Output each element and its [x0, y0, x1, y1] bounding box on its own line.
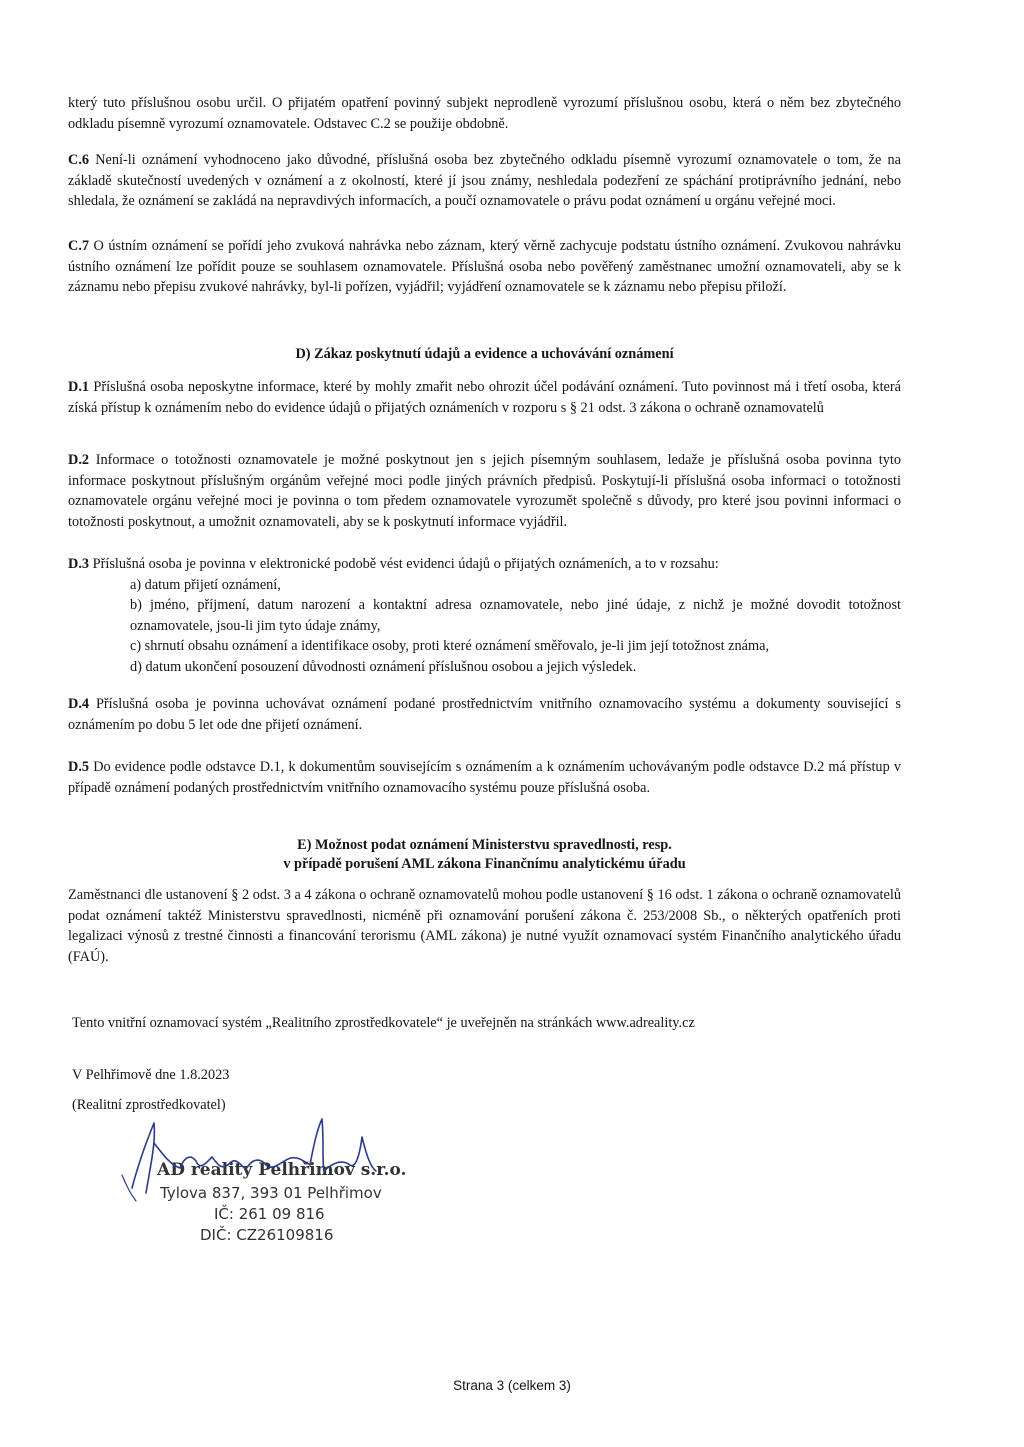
page-footer: Strana 3 (celkem 3)	[453, 1378, 571, 1393]
section-heading-e-line1: E) Možnost podat oznámení Ministerstvu spravedlnosti, resp.	[297, 837, 672, 853]
stamp-address: Tylova 837, 393 01 Pelhřimov	[160, 1184, 382, 1202]
paragraph-c7	[68, 236, 901, 298]
paragraph-d3	[68, 554, 901, 677]
list-item: b) jméno, příjmení, datum narození a kontaktní adresa oznamovatele, nebo jiné údaje, z nichž je možné dovodit totožnost oznamovatele, jsou-li jim tyto údaje známy,	[130, 597, 901, 634]
place-date: V Pelhřimově dne 1.8.2023	[72, 1067, 230, 1083]
paragraph-text: Do evidence podle odstavce D.1, k dokumentům souvisejícím s oznámením a k oznámením uchovávaným podle odstavce D.2 má přístup v případě oznámení podaných prostřednictvím vnitřního oznamovacího systému pouze příslušná osoba.	[68, 759, 901, 796]
paragraph-text: Není-li oznámení vyhodnoceno jako důvodné, příslušná osoba bez zbytečného odkladu písemně vyrozumí oznamovatele o tom, že na základě skutečností uvedených v oznámení a z okolností, které jí jsou známy, neshledala podezření ze spáchání protiprávního jednání, nebo shledala, že oznámení se zakládá na nepravdivých informacích, a poučí oznamovatele o právu podat oznámení u orgánu veřejné moci.	[68, 152, 901, 209]
section-heading-d: D) Zákaz poskytnutí údajů a evidence a uchovávání oznámení	[295, 346, 674, 362]
signatory-role: (Realitní zprostředkovatel)	[72, 1097, 226, 1113]
paragraph-text: Příslušná osoba neposkytne informace, které by mohly zmařit nebo ohrozit účel podávání oznámení. Tuto povinnost má i třetí osoba, která získá přístup k oznámením nebo do evidence údajů o přijatých oznámeních v rozporu s § 21 odst. 3 zákona o ochraně oznamovatelů	[68, 379, 901, 416]
record-items-list	[68, 575, 901, 678]
paragraph-number: D.1	[68, 379, 90, 395]
paragraph-d2	[68, 450, 901, 532]
paragraph-d5	[68, 757, 901, 798]
section-heading-e	[68, 836, 901, 874]
list-item: c) shrnutí obsahu oznámení a identifikace osoby, proti které oznámení směřovalo, je-li jim její totožnost známa,	[130, 638, 770, 654]
section-heading-e-line2: v případě porušení AML zákona Finančnímu analytickému úřadu	[283, 856, 686, 872]
paragraph-d1	[68, 377, 901, 418]
paragraph-number: D.4	[68, 696, 90, 712]
handwritten-signature	[110, 1113, 410, 1213]
paragraph-e: Zaměstnanci dle ustanovení § 2 odst. 3 a 4 zákona o ochraně oznamovatelů mohou podle ustanovení § 16 odst. 1 zákona o ochraně oznamovatelů podat oznámení taktéž Ministerstvu spravedlnosti, nicméně při oznamování porušení zákona č. 253/2008 Sb., o některých opatřeních proti legalizaci výnosů z trestné činnosti a financování terorismu (AML zákona) je nutné využít oznamovací systém Finančního analytického úřadu (FAÚ).	[68, 887, 901, 965]
paragraph-d4	[68, 694, 901, 735]
stamp-ic: IČ: 261 09 816	[214, 1205, 325, 1223]
paragraph-text: Příslušná osoba je povinna uchovávat oznámení podané prostřednictvím vnitřního oznamovacího systému a dokumenty související s oznámením po dobu 5 let ode dne přijetí oznámení.	[68, 696, 901, 733]
stamp-company: AD reality Pelhřimov s.r.o.	[157, 1160, 407, 1180]
list-item: d) datum ukončení posouzení důvodnosti oznámení příslušnou osobou a jejich výsledek.	[130, 658, 637, 675]
paragraph-number: C.7	[68, 238, 90, 254]
paragraph-c5-continuation: který tuto příslušnou osobu určil. O přijatém opatření povinný subjekt neprodleně vyrozumí příslušnou osobu, která o něm bez zbytečného odkladu písemně vyrozumí oznamovatele. Odstavec C.2 se použije obdobně.	[68, 95, 901, 132]
paragraph-text: O ústním oznámení se pořídí jeho zvuková nahrávka nebo záznam, který věrně zachycuje podstatu ústního oznámení. Zvukovou nahrávku ústního oznámení lze pořídit pouze se souhlasem oznamovatele. Příslušná osoba nebo pověřený zaměstnanec umožní oznamovateli, aby se k záznamu nebo přepisu zvukové nahrávky, byl-li pořízen, vyjádřil; vyjádření oznamovatele se k záznamu nebo přepisu přiloží.	[68, 238, 901, 295]
paragraph-number: D.5	[68, 759, 90, 775]
paragraph-text: Příslušná osoba je povinna v elektronické podobě vést evidenci údajů o přijatých oznámeních, a to v rozsahu:	[89, 556, 719, 572]
publication-note: Tento vnitřní oznamovací systém „Realitního zprostředkovatele“ je uveřejněn na stránkách www.adreality.cz	[72, 1015, 695, 1031]
paragraph-number: D.3	[68, 556, 90, 572]
paragraph-c6	[68, 150, 901, 212]
paragraph-number: D.2	[68, 452, 90, 468]
stamp-dic: DIČ: CZ26109816	[200, 1226, 334, 1244]
paragraph-text: Informace o totožnosti oznamovatele je možné poskytnout jen s jejich písemným souhlasem, ledaže je příslušná osoba povinna tyto informace poskytnout příslušným orgánům veřejné moci podle jiných právních předpisů. Poskytují-li příslušná osoba informaci o totožnosti oznamovatele orgánu veřejné moci je povinna o tom předem oznamovatele vyrozumět společně s důvody, pro které jsou povinni informaci o totožnosti poskytnout, a umožnit oznamovateli, aby se k poskytnutí informace vyjádřil.	[68, 452, 901, 530]
list-item: a) datum přijetí oznámení,	[130, 576, 281, 593]
paragraph-number: C.6	[68, 152, 90, 168]
